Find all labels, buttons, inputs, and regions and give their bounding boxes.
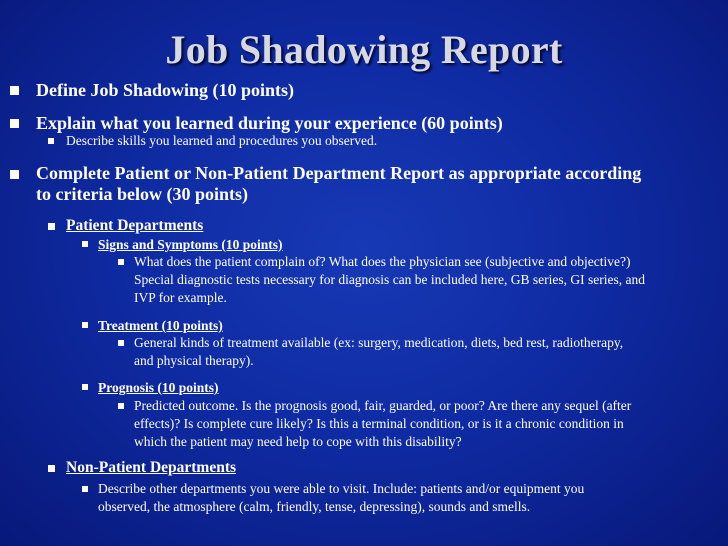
item-describe-skills: Describe skills you learned and procedures you observed. xyxy=(66,133,378,148)
square-bullet-icon xyxy=(82,486,88,492)
treatment-text-2: and physical therapy). xyxy=(134,353,254,368)
square-bullet-icon xyxy=(48,223,55,230)
non-patient-text-2: observed, the atmosphere (calm, friendly, tense, depressing), sounds and smells. xyxy=(98,499,531,514)
treatment-text-1: General kinds of treatment available (ex: surgery, medication, diets, bed rest, radiotherapy, xyxy=(134,335,624,350)
signs-text-3: IVP for example. xyxy=(134,290,227,305)
prognosis-text-1: Predicted outcome. Is the prognosis good, fair, guarded, or poor? Are there any sequel (after xyxy=(134,398,632,413)
signs-text-1: What does the patient complain of? What does the physician see (subjective and objective?) xyxy=(134,254,631,269)
patient-departments-heading: Patient Departments xyxy=(66,217,204,234)
square-bullet-icon xyxy=(82,322,88,328)
square-bullet-icon xyxy=(10,86,19,95)
square-bullet-icon xyxy=(82,241,88,247)
square-bullet-icon xyxy=(48,465,55,472)
square-bullet-icon xyxy=(10,119,19,128)
slide-title: Job Shadowing Report xyxy=(165,27,563,72)
item-explain: Explain what you learned during your experience (60 points) xyxy=(36,113,503,133)
non-patient-text-1: Describe other departments you were able to visit. Include: patients and/or equipment you xyxy=(98,481,585,496)
prognosis-heading: Prognosis (10 points) xyxy=(98,380,219,395)
treatment-heading: Treatment (10 points) xyxy=(98,318,223,333)
signs-text-2: Special diagnostic tests necessary for diagnosis can be included here, GB series, GI series, and xyxy=(134,272,645,287)
item-define: Define Job Shadowing (10 points) xyxy=(36,80,295,100)
item-complete-report: Complete Patient or Non-Patient Department Report as appropriate according xyxy=(36,163,642,183)
prognosis-text-2: effects)? Is complete cure likely? Is this a terminal condition, or is it a chronic condition in xyxy=(134,416,624,431)
square-bullet-icon xyxy=(82,384,88,390)
signs-heading: Signs and Symptoms (10 points) xyxy=(98,237,283,252)
square-bullet-icon xyxy=(118,340,124,346)
non-patient-departments-heading: Non-Patient Departments xyxy=(66,459,237,476)
prognosis-text-3: which the patient may need help to cope with this disability? xyxy=(134,434,462,449)
square-bullet-icon xyxy=(10,170,19,179)
square-bullet-icon xyxy=(48,138,54,144)
square-bullet-icon xyxy=(118,403,124,409)
item-complete-report-cont: to criteria below (30 points) xyxy=(36,184,248,204)
square-bullet-icon xyxy=(118,259,124,265)
